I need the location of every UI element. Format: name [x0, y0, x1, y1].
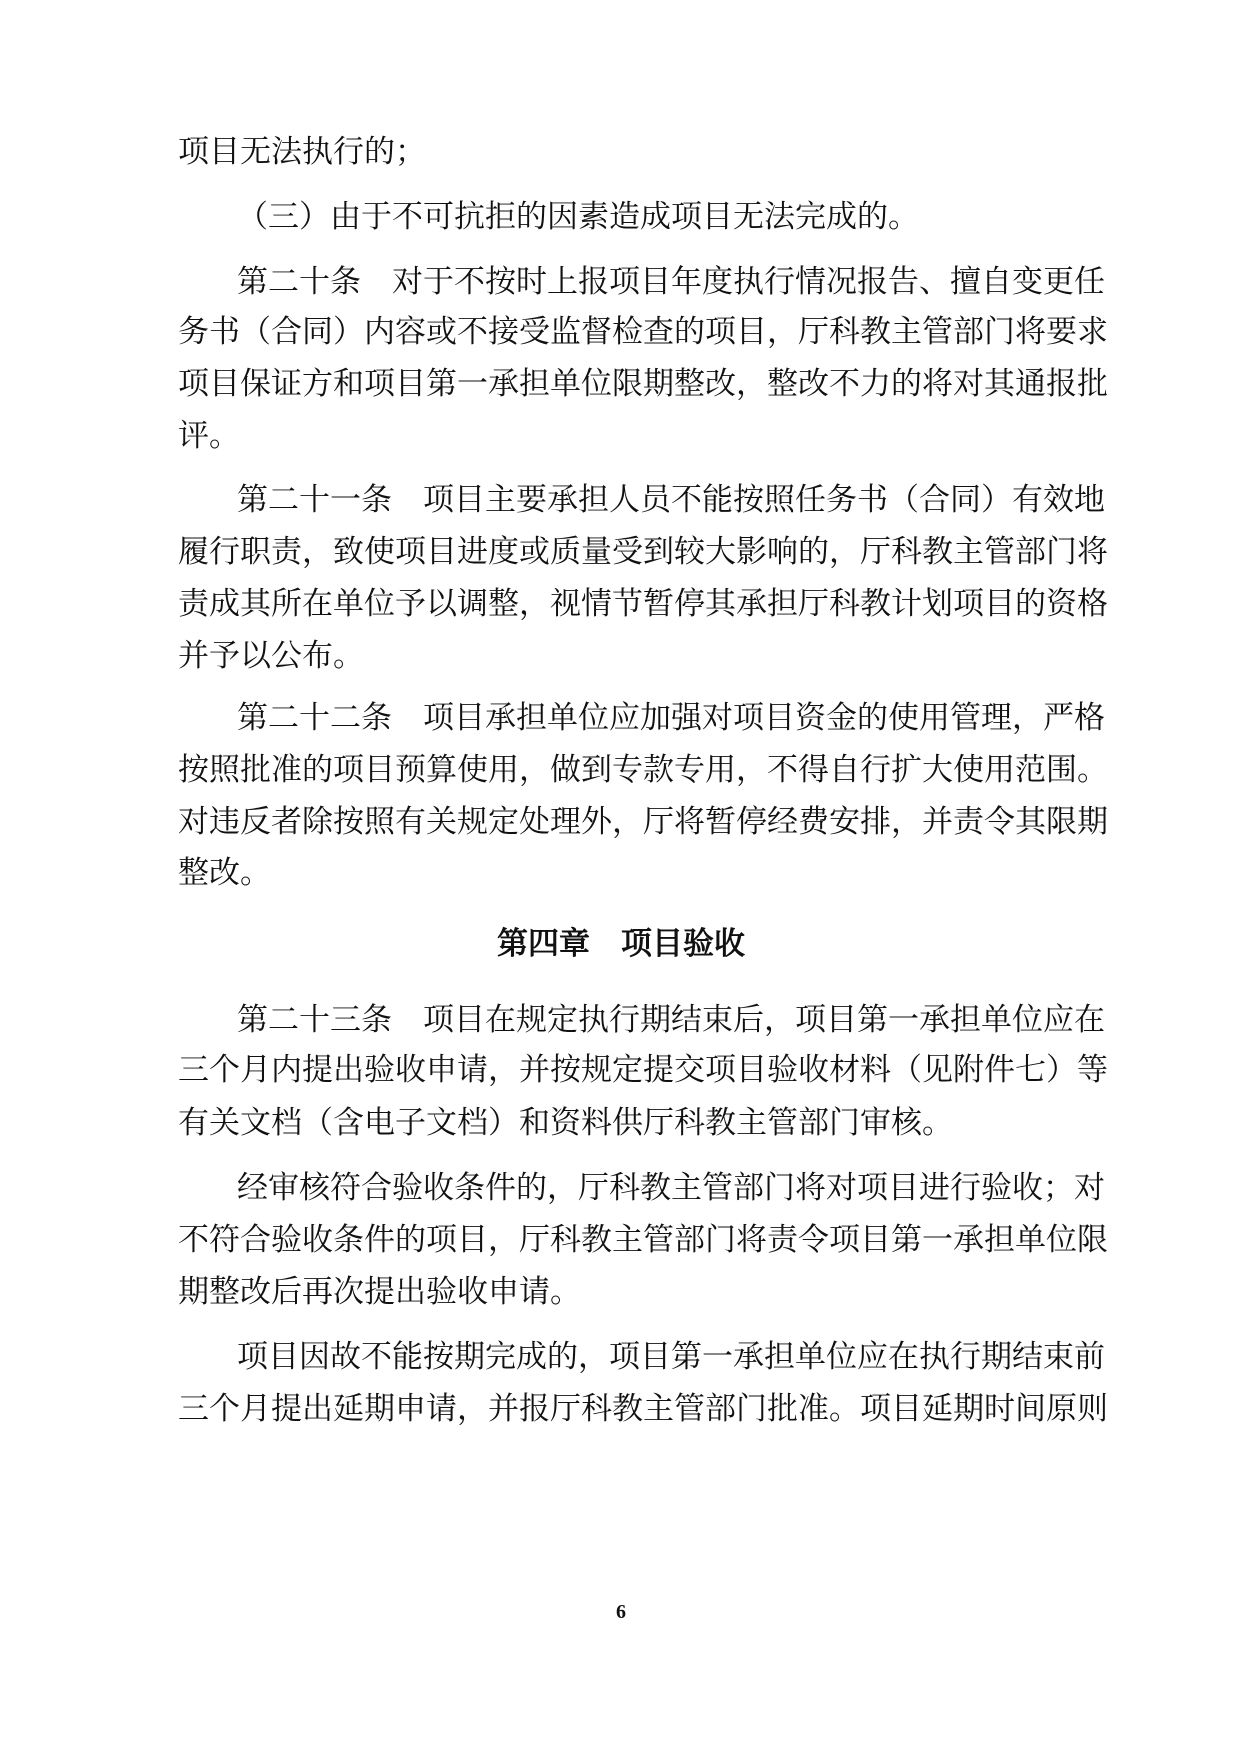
- document-page: [178, 0, 1108, 1754]
- page-number: 6: [616, 1601, 626, 1623]
- article-21-line-4: 并予以公布。: [178, 638, 364, 674]
- article-23-line-1: 第二十三条 项目在规定执行期结束后，项目第一承担单位应在: [237, 1002, 1105, 1038]
- article-21-line-3: 责成其所在单位予以调整，视情节暂停其承担厅科教计划项目的资格: [178, 586, 1108, 622]
- article-21-line-2: 履行职责，致使项目进度或质量受到较大影响的，厅科教主管部门将: [178, 534, 1108, 570]
- article-20-line-4: 评。: [178, 418, 240, 454]
- paragraph-review-line-2: 不符合验收条件的项目，厅科教主管部门将责令项目第一承担单位限: [178, 1222, 1108, 1258]
- article-23-line-2: 三个月内提出验收申请，并按规定提交项目验收材料（见附件七）等: [178, 1052, 1108, 1088]
- article-22-line-1: 第二十二条 项目承担单位应加强对项目资金的使用管理，严格: [237, 700, 1105, 736]
- paragraph-extension-line-2: 三个月提出延期申请，并报厅科教主管部门批准。项目延期时间原则: [178, 1391, 1108, 1427]
- text-line: 项目无法执行的；: [178, 134, 426, 170]
- article-22-line-3: 对违反者除按照有关规定处理外，厅将暂停经费安排，并责令其限期: [178, 804, 1108, 840]
- article-20-line-1: 第二十条 对于不按时上报项目年度执行情况报告、擅自变更任: [237, 264, 1105, 300]
- article-20-line-2: 务书（合同）内容或不接受监督检查的项目，厅科教主管部门将要求: [178, 314, 1108, 350]
- article-23-line-3: 有关文档（含电子文档）和资料供厅科教主管部门审核。: [178, 1105, 953, 1141]
- paragraph-review-line-1: 经审核符合验收条件的，厅科教主管部门将对项目进行验收；对: [237, 1170, 1105, 1206]
- chapter-heading: 第四章 项目验收: [497, 926, 745, 962]
- article-22-line-4: 整改。: [178, 855, 271, 891]
- paragraph-review-line-3: 期整改后再次提出验收申请。: [178, 1274, 581, 1310]
- article-20-line-3: 项目保证方和项目第一承担单位限期整改，整改不力的将对其通报批: [178, 366, 1108, 402]
- text-line: （三）由于不可抗拒的因素造成项目无法完成的。: [237, 199, 919, 235]
- paragraph-extension-line-1: 项目因故不能按期完成的，项目第一承担单位应在执行期结束前: [237, 1339, 1105, 1375]
- article-21-line-1: 第二十一条 项目主要承担人员不能按照任务书（合同）有效地: [237, 482, 1105, 518]
- article-22-line-2: 按照批准的项目预算使用，做到专款专用，不得自行扩大使用范围。: [178, 752, 1108, 788]
